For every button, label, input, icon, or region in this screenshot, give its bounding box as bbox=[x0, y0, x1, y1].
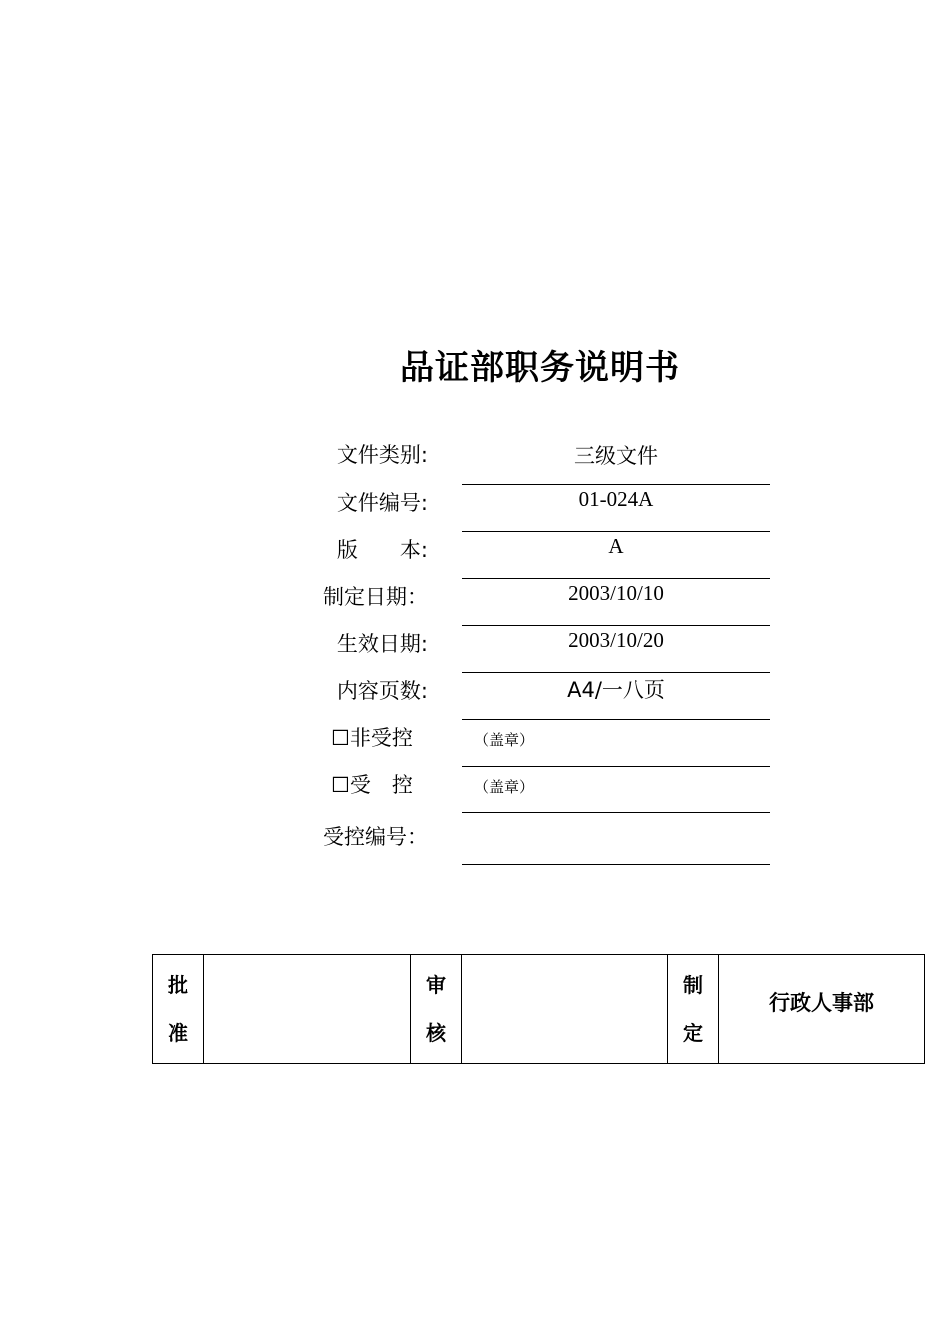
prepare-header bbox=[668, 955, 719, 1064]
divider-line bbox=[462, 531, 770, 532]
approve-signature-cell[interactable] bbox=[204, 955, 411, 1064]
prepare-char: 制 bbox=[683, 973, 703, 997]
prepare-department-cell: 行政人事部 bbox=[719, 955, 925, 1064]
controlled-stamp-note: （盖章） bbox=[474, 778, 535, 796]
divider-line bbox=[462, 719, 770, 720]
effective-date-label: 生效日期: bbox=[336, 632, 428, 656]
review-header bbox=[411, 955, 462, 1064]
approve-char: 批 bbox=[168, 973, 188, 997]
approve-header bbox=[153, 955, 204, 1064]
review-signature-cell[interactable] bbox=[462, 955, 668, 1064]
uncontrolled-stamp-note: （盖章） bbox=[474, 731, 535, 749]
file-number-value: 01-024A bbox=[578, 487, 654, 511]
divider-line bbox=[462, 812, 770, 813]
uncontrolled-checkbox-label[interactable]: ☐非受控 bbox=[331, 726, 413, 750]
file-category-value: 三级文件 bbox=[574, 444, 658, 468]
file-number-label: 文件编号: bbox=[336, 491, 428, 515]
version-value: A bbox=[608, 534, 624, 558]
review-char: 核 bbox=[426, 1021, 446, 1045]
divider-line bbox=[462, 864, 770, 865]
version-label: 版 本: bbox=[336, 538, 428, 562]
divider-line bbox=[462, 672, 770, 673]
prepare-char: 定 bbox=[683, 1021, 703, 1045]
review-char: 审 bbox=[426, 973, 446, 997]
created-date-label: 制定日期： bbox=[323, 585, 428, 609]
divider-line bbox=[462, 625, 770, 626]
page-count-label: 内容页数: bbox=[336, 679, 428, 703]
effective-date-value: 2003/10/20 bbox=[568, 628, 664, 652]
divider-line bbox=[462, 578, 770, 579]
signoff-table bbox=[152, 954, 925, 1064]
signoff-row bbox=[153, 955, 925, 1064]
control-number-label: 受控编号： bbox=[323, 825, 428, 849]
page-count-value: A4/一八页 bbox=[567, 678, 665, 702]
file-category-label: 文件类别: bbox=[336, 443, 428, 467]
divider-line bbox=[462, 484, 770, 485]
document-title: 品证部职务说明书 bbox=[400, 348, 680, 388]
approve-char: 准 bbox=[168, 1021, 188, 1045]
created-date-value: 2003/10/10 bbox=[568, 581, 664, 605]
controlled-checkbox-label[interactable]: ☐受 控 bbox=[331, 773, 413, 797]
divider-line bbox=[462, 766, 770, 767]
